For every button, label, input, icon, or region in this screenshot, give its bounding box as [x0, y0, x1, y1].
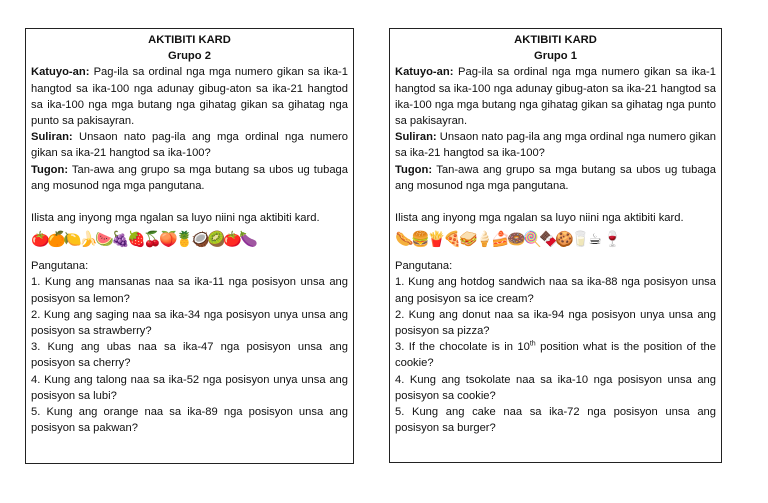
katuyoan-paragraph — [31, 64, 348, 129]
spacer — [395, 194, 716, 210]
banana-icon: 🍌 — [79, 231, 98, 249]
food-emoji-row — [395, 228, 716, 252]
tugon-text: Tan-awa ang grupo sa mga butang sa ubos ug tubaga ang mosunod nga mga pangutana. — [31, 163, 348, 192]
spacer — [31, 194, 348, 210]
fries-icon: 🍟 — [427, 231, 446, 249]
pangutana-label: Pangutana: — [395, 260, 453, 273]
katuyoan-text: Pag-ila sa ordinal nga mga numero gikan sa ika-1 hangtod sa ika-100 nga adunay gibug-aton sa ika-21 hangtod sa ika-100 nga mga butang nga gihatag gikan sa gihatag nga punto sa pakisayran. — [31, 66, 348, 128]
question-item: 4. Kung ang talong naa sa ika-52 nga posisyon unya unsa ang posisyon sa lubi? — [31, 373, 348, 402]
peach-icon: 🍑 — [159, 231, 178, 249]
tugon-paragraph — [395, 162, 716, 194]
katuyoan-paragraph — [395, 64, 716, 129]
donut-icon: 🍩 — [507, 231, 526, 249]
fruit-emoji-row — [31, 228, 348, 252]
suliran-label: Suliran: — [395, 131, 437, 144]
eggplant-icon: 🍆 — [239, 231, 258, 249]
sandwich-icon: 🥪 — [459, 231, 478, 249]
milk-icon: 🥛 — [571, 231, 590, 249]
suliran-paragraph — [395, 129, 716, 161]
tomato-icon: 🍅 — [31, 231, 50, 249]
kiwi-icon: 🥝 — [207, 231, 226, 249]
tugon-label: Tugon: — [31, 163, 69, 176]
lemon-icon: 🍋 — [63, 231, 82, 249]
suliran-text: Unsaon nato pag-ila ang mga ordinal nga numero gikan sa ika-21 hangtod sa ika-100? — [395, 131, 716, 160]
question-item: 1. Kung ang hotdog sandwich naa sa ika-88 nga posisyon unsa ang posisyon sa ice cream? — [395, 276, 716, 305]
pangutana-label: Pangutana: — [31, 260, 89, 273]
pizza-icon: 🍕 — [443, 231, 462, 249]
activity-card-grupo-2 — [25, 28, 354, 464]
ice-cream-icon: 🍦 — [475, 231, 494, 249]
watermelon-icon: 🍉 — [95, 231, 114, 249]
coffee-icon: ☕ — [588, 231, 602, 249]
grapes-icon: 🍇 — [111, 231, 130, 249]
cake-icon: 🍰 — [491, 231, 510, 249]
suliran-paragraph — [31, 129, 348, 161]
tugon-text: Tan-awa ang grupo sa mga butang sa ubos ug tubaga ang mosunod nga mga pangutana. — [395, 163, 716, 192]
strawberry-icon: 🍓 — [127, 231, 146, 249]
question-item: 5. Kung ang orange naa sa ika-89 nga posisyon unsa ang posisyon sa pakwan? — [31, 406, 348, 435]
burger-icon: 🍔 — [411, 231, 430, 249]
suliran-label: Suliran: — [31, 131, 73, 144]
question-item: 4. Kung ang tsokolate naa sa ika-10 nga posisyon unsa ang posisyon sa cookie? — [395, 373, 716, 402]
card-title: AKTIBITI KARD — [148, 34, 231, 46]
tomato-icon: 🍅 — [223, 231, 242, 249]
activity-card-grupo-1 — [389, 28, 722, 463]
question-item: 2. Kung ang saging naa sa ika-34 nga posisyon unya unsa ang posisyon sa strawberry? — [31, 308, 348, 338]
question-text: position what is the position of the cookie? — [395, 341, 717, 370]
card-group: Grupo 1 — [534, 50, 577, 63]
instruction-text: Ilista ang inyong mga ngalan sa luyo niini nga aktibiti kard. — [31, 212, 320, 225]
ordinal-suffix: th — [529, 340, 536, 348]
katuyoan-text: Pag-ila sa ordinal nga mga numero gikan sa ika-1 hangtod sa ika-100 nga adunay gibug-aton sa ika-21 hangtod sa ika-100 nga mga butang nga gihatag gikan sa gihatag nga punto sa pakisayran. — [395, 66, 716, 128]
chocolate-icon: 🍫 — [539, 231, 558, 249]
coconut-icon: 🥥 — [191, 231, 210, 249]
instruction-text: Ilista ang inyong mga ngalan sa luyo niini nga aktibiti kard. — [395, 212, 684, 225]
cookie-icon: 🍪 — [555, 231, 574, 249]
suliran-text: Unsaon nato pag-ila ang mga ordinal nga numero gikan sa ika-21 hangtod sa ika-100? — [31, 131, 348, 160]
card-group: Grupo 2 — [168, 50, 211, 63]
pineapple-icon: 🍍 — [175, 231, 194, 249]
tugon-paragraph — [31, 162, 348, 194]
orange-icon: 🍊 — [47, 231, 66, 249]
question-item: 3. Kung ang ubas naa sa ika-47 nga posisyon unsa ang posisyon sa cherry? — [31, 341, 348, 370]
card-title: AKTIBITI KARD — [514, 34, 597, 46]
hotdog-icon: 🌭 — [395, 231, 414, 249]
question-item: 1. Kung ang mansanas naa sa ika-11 nga posisyon unsa ang posisyon sa lemon? — [31, 276, 348, 305]
question-item — [395, 339, 716, 371]
katuyoan-label: Katuyo-an: — [395, 66, 454, 79]
wine-icon: 🍷 — [603, 231, 622, 249]
question-item: 2. Kung ang donut naa sa ika-94 nga posisyon unya unsa ang posisyon sa pizza? — [395, 308, 716, 338]
tugon-label: Tugon: — [395, 163, 433, 176]
question-text: 3. If the chocolate is in 10 — [395, 341, 530, 354]
katuyoan-label: Katuyo-an: — [31, 66, 90, 79]
question-item: 5. Kung ang cake naa sa ika-72 nga posisyon unsa ang posisyon sa burger? — [395, 406, 716, 435]
lollipop-icon: 🍭 — [523, 231, 542, 249]
cherry-icon: 🍒 — [143, 231, 162, 249]
